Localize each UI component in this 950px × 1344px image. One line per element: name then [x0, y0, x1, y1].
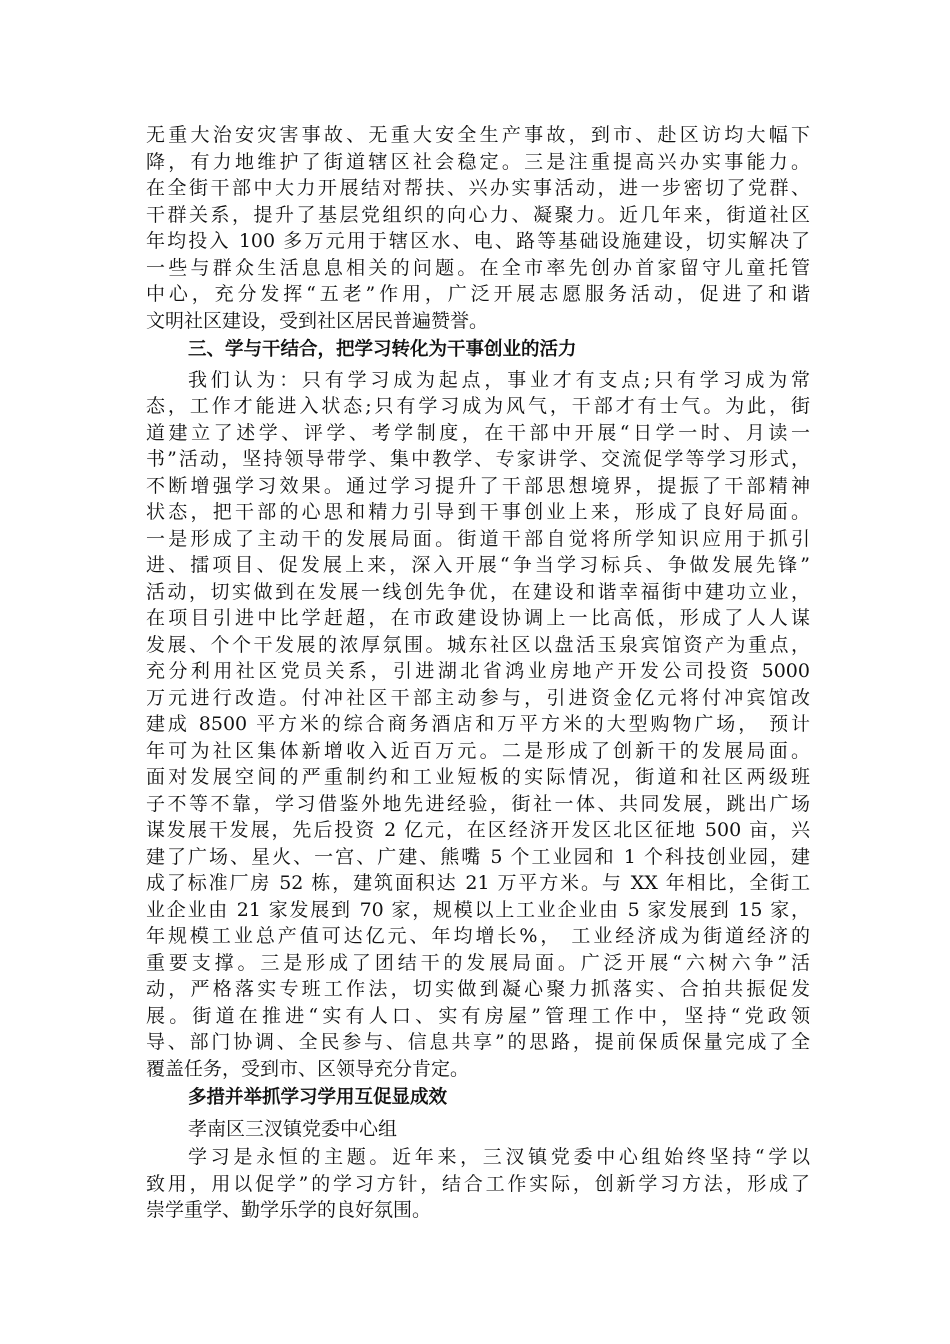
text-line: 干群关系，提升了基层党组织的向心力、凝聚力。近几年来，街道社区 — [146, 203, 810, 226]
paragraph-stability — [146, 122, 810, 334]
text-line: 建了广场、星火、一宫、广建、熊嘴 5 个工业园和 1 个科技创业园，建 — [146, 845, 810, 868]
text-line: 成了标准厂房 52 栋，建筑面积达 21 万平方米。与 XX 年相比，全街工 — [146, 872, 810, 894]
text-line: 学习是永恒的主题。近年来，三汊镇党委中心组始终坚持“学以 — [188, 1146, 810, 1168]
text-line: 业企业由 21 家发展到 70 家，规模以上工业企业由 5 家发展到 15 家， — [146, 898, 810, 921]
text-line: 谋发展干发展，先后投资 2 亿元，在区经济开发区北区征地 500 亩，兴 — [146, 819, 810, 841]
text-line: 一些与群众生活息息相关的问题。在全市率先创办首家留守儿童托管 — [146, 256, 810, 279]
text-line: 年均投入 100 多万元用于辖区水、电、路等基础设施建设，切实解决了 — [146, 230, 810, 252]
text-line: 在全街干部中大力开展结对帮扶、兴办实事活动，进一步密切了党群、 — [146, 177, 810, 199]
text-line: 书”活动，坚持领导带学、集中教学、专家讲学、交流促学等学习形式， — [146, 448, 810, 470]
text-line: 致用，用以促学”的学习方针，结合工作实际，创新学习方法，形成了 — [146, 1172, 810, 1195]
text-line: 活动，切实做到在发展一线创先争优，在建设和谐幸福街中建功立业， — [146, 580, 810, 603]
text-line: 面对发展空间的严重制约和工业短板的实际情况，街道和社区两级班 — [146, 766, 810, 788]
section-heading: 三、学与干结合，把学习转化为干事创业的活力 — [188, 339, 577, 360]
article-title: 多措并举抓学习学用互促显成效 — [188, 1087, 448, 1108]
text-line: 建成 8500 平方米的综合商务酒店和万平方米的大型购物广场， 预计 — [146, 713, 810, 735]
document-page — [146, 122, 810, 1224]
author-byline: 孝南区三汊镇党委中心组 — [188, 1117, 398, 1140]
text-line: 崇学重学、勤学乐学的良好氛围。 — [146, 1199, 432, 1221]
text-line: 年规模工业总产值可达亿元、年均增长%， 工业经济成为街道经济的 — [146, 925, 810, 947]
text-line: 重要支撑。三是形成了团结干的发展局面。广泛开展“六树六争”活 — [146, 951, 810, 974]
text-line: 充分利用社区党员关系，引进湖北省鸿业房地产开发公司投资 5000 — [146, 660, 810, 682]
text-line: 进、擂项目、促发展上来，深入开展“争当学习标兵、争做发展先锋” — [146, 554, 810, 576]
text-line: 导、部门协调、全民参与、信息共享”的思路，提前保质保量完成了全 — [146, 1031, 810, 1053]
text-line: 万元进行改造。付冲社区干部主动参与，引进资金亿元将付冲宾馆改 — [146, 686, 810, 709]
text-line: 年可为社区集体新增收入近百万元。二是形成了创新干的发展局面。 — [146, 739, 810, 762]
text-line: 动，严格落实专班工作法，切实做到凝心聚力抓落实、合拍共振促发 — [146, 978, 810, 1000]
text-line: 一是形成了主动干的发展局面。街道干部自觉将所学知识应用于抓引 — [146, 527, 810, 550]
text-line: 展。街道在推进“实有人口、实有房屋”管理工作中，坚持“党政领 — [146, 1004, 810, 1027]
paragraph-study-work — [146, 367, 810, 1083]
text-line: 不断增强学习效果。通过学习提升了干部思想境界，提振了干部精神 — [146, 474, 810, 497]
text-line: 我们认为：只有学习成为起点，事业才有支点;只有学习成为常 — [188, 368, 810, 391]
text-line: 中心，充分发挥“五老”作用，广泛开展志愿服务活动，促进了和谐 — [146, 283, 810, 305]
text-line: 发展、个个干发展的浓厚氛围。城东社区以盘活玉泉宾馆资产为重点， — [146, 633, 810, 656]
text-line: 无重大治安灾害事故、无重大安全生产事故，到市、赴区访均大幅下 — [146, 124, 810, 146]
paragraph-intro — [146, 1144, 810, 1224]
text-line: 覆盖任务，受到市、区领导充分肯定。 — [146, 1057, 470, 1080]
text-line: 道建立了述学、评学、考学制度，在干部中开展“日学一时、月读一 — [146, 421, 810, 444]
text-line: 降，有力地维护了街道辖区社会稳定。三是注重提高兴办实事能力。 — [146, 150, 810, 173]
text-line: 态，工作才能进入状态;只有学习成为风气，干部才有士气。为此，街 — [146, 395, 810, 417]
text-line: 在项目引进中比学赶超，在市政建设协调上一比高低，形成了人人谋 — [146, 607, 810, 629]
text-line: 文明社区建设，受到社区居民普遍赞誉。 — [146, 309, 489, 332]
text-line: 状态，把干部的心思和精力引导到干事创业上来，形成了良好局面。 — [146, 501, 810, 523]
text-line: 子不等不靠，学习借鉴外地先进经验，街社一体、共同发展，跳出广场 — [146, 792, 810, 815]
